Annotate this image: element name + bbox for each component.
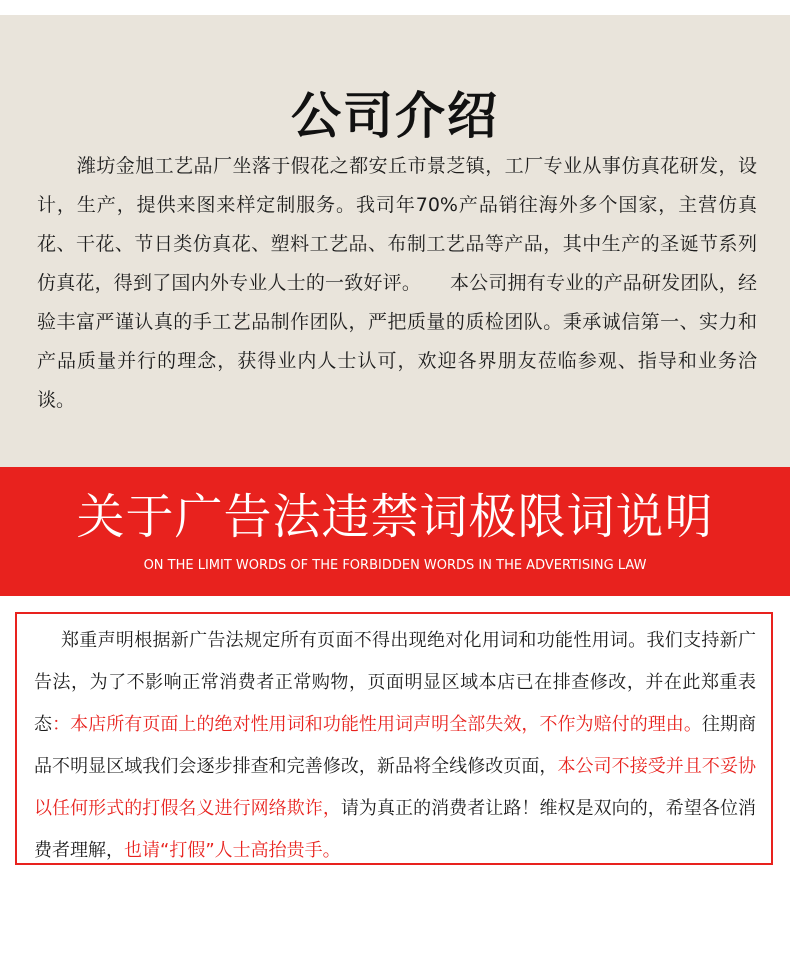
notice-box <box>15 612 773 865</box>
notice-highlight-1: ：本店所有页面上的绝对性用词和功能性用词声明全部失效，不作为赔付的理由。 <box>52 714 702 735</box>
banner-title: 关于广告法违禁词极限词说明 <box>76 489 714 545</box>
notice-highlight-2: 本公司不接受并且不妥协以任何形式的打假名义进行网络欺诈， <box>34 756 756 819</box>
company-intro-title: 公司介绍 <box>291 86 499 145</box>
notice-paragraph <box>34 620 756 872</box>
notice-text-3: 请为真正的消费者让路！维权是双向的，希望各位消费者理解， <box>34 798 757 861</box>
notice-text-1: 郑重声明根据新广告法规定所有页面不得出现绝对化用词和功能性用词。我们支持新广告法，为了不影响正常消费者正常购物，页面明显区域本店已在排查修改，并在此郑重表态 <box>34 630 756 735</box>
notice-body <box>34 620 756 872</box>
banner-subtitle: ON THE LIMIT WORDS OF THE FORBIDDEN WORDS IN THE ADVERTISING LAW <box>143 558 647 573</box>
company-intro-body <box>37 147 757 420</box>
advertising-law-banner <box>0 467 790 596</box>
notice-text-2: 往期商品不明显区域我们会逐步排查和完善修改，新品将全线修改页面， <box>34 714 757 777</box>
notice-highlight-3: 也请“打假”人士高抬贵手。 <box>124 840 341 861</box>
company-intro-section <box>0 15 790 467</box>
company-intro-paragraph: 潍坊金旭工艺品厂坐落于假花之都安丘市景芝镇，工厂专业从事仿真花研发，设计，生产，提供来图来样定制服务。我司年70%产品销往海外多个国家，主营仿真花、干花、节日类仿真花、塑料工艺品、布制工艺品等产品，其中生产的圣诞节系列仿真花，得到了国内外专业人士的一致好评。 本公司拥有专业的产品研发团队，经验丰富严谨认真的手工艺品制作团队，严把质量的质检团队。秉承诚信第一、实力和产品质量并行的理念，获得业内人士认可，欢迎各界朋友莅临参观、指导和业务洽谈。 <box>37 155 757 411</box>
